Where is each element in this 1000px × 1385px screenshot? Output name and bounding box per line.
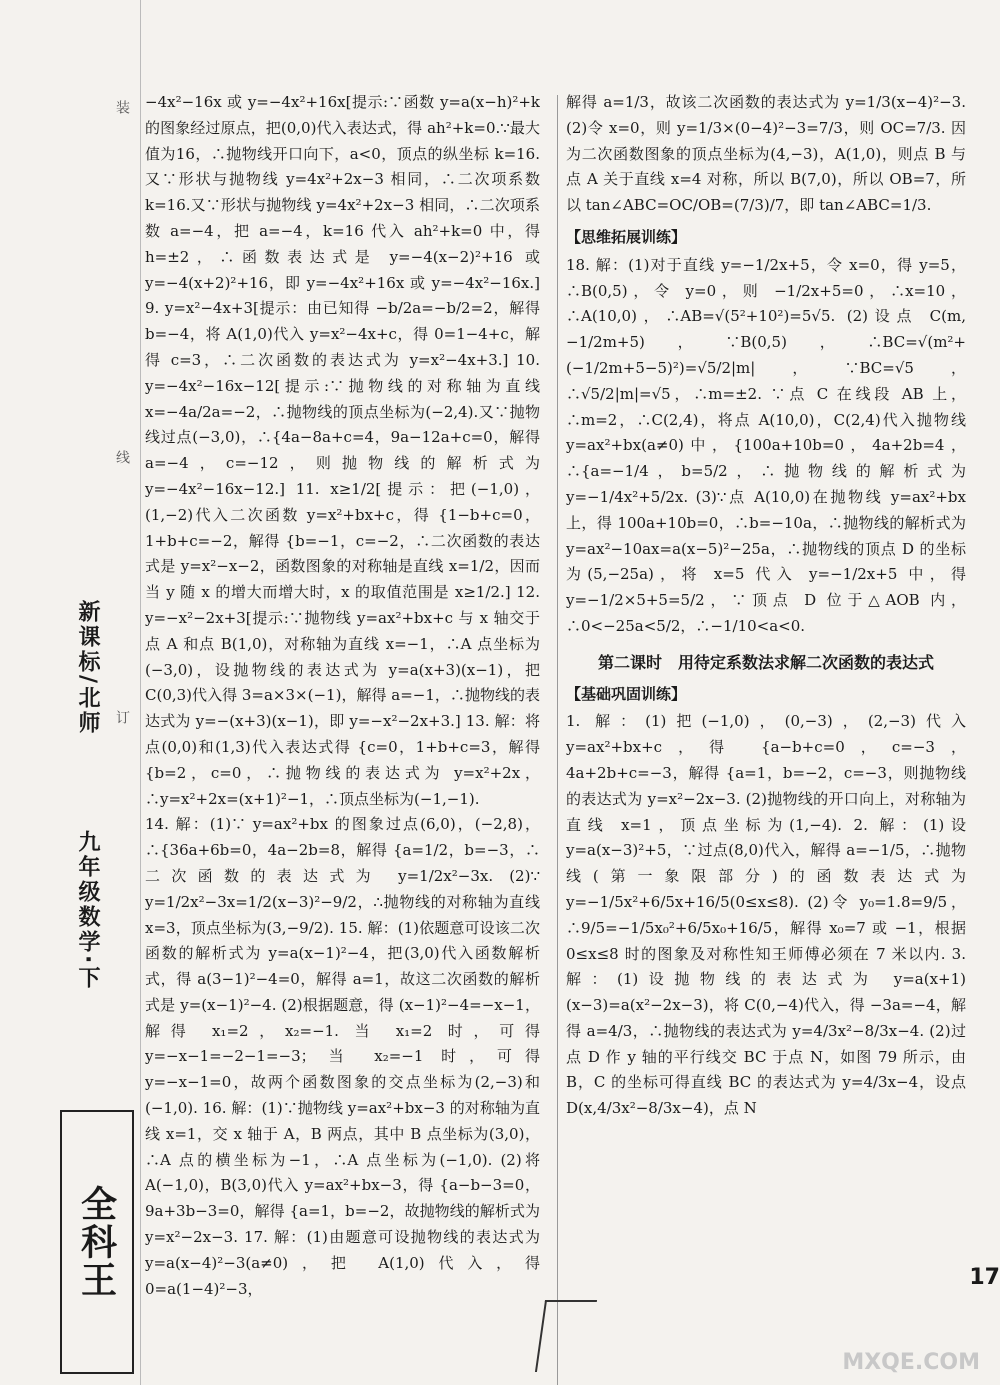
binding-mark-2: 订: [114, 710, 130, 724]
answer-paragraph: 14. 解：(1)∵ y=ax²+bx 的图象过点(6,0)，(−2,8)，∴{36a+6b=0，4a−2b=8，解得 {a=1/2，b=−3，∴二次函数的表达式为 y=1/2x²−3x. (2)∵ y=1/2x²−3x=1/2(x−3)²−9/2，∴抛物线的对称轴为直线 x=3，顶点坐标为(3,−9/2). 15. 解：(1)依题意可设该二次函数的解析式为 y=a(x−1)²−4，把(3,0)代入函数解析式，得 a(3−1)²−4=0，解得 a=1，故这二次函数的解析式是 y=(x−1)²−4. (2)根据题意，得 (x−1)²−4=−x−1，解得 x₁=2，x₂=−1. 当 x₁=2 时，可得 y=−x−1=−2−1=−3；当 x₂=−1 时，可得 y=−x−1=0，故两个函数图象的交点坐标为(2,−3)和(−1,0). 16. 解：(1)∵抛物线 y=ax²+bx−3 的对称轴为直线 x=1，交 x 轴于 A，B 两点，其中 B 点坐标为(3,0)，∴A 点的横坐标为−1，∴A 点坐标为(−1,0). (2)将 A(−1,0)，B(3,0)代入 y=ax²+bx−3，得 {a−b−3=0，9a+3b−3=0，解得 {a=1，b=−2，故抛物线的解析式为 y=x²−2x−3. 17. 解：(1)由题意可设抛物线的表达式为 y=a(x−4)²−3(a≠0)，把 A(1,0)代入，得 0=a(1−4)²−3，: [145, 815, 540, 1298]
handwritten-mark: [535, 1300, 597, 1372]
spine: [0, 0, 141, 1385]
page-number: 17: [969, 1265, 1000, 1290]
answer-paragraph: 18. 解：(1)对于直线 y=−1/2x+5，令 x=0，得 y=5，∴B(0,5)，令 y=0，则 −1/2x+5=0，∴x=10，∴A(10,0)，∴AB=√(5²+10²)=5√5. (2)设点 C(m,−1/2m+5)，∵B(0,5)，∴BC=√(m²+(−1/2m+5−5)²)=√5/2|m|，∵BC=√5，∴√5/2|m|=√5，∴m=±2. ∵点 C 在线段 AB 上，∴m=2，∴C(2,4)，将点 A(10,0)，C(2,4)代入抛物线 y=ax²+bx(a≠0)中，{100a+10b=0，4a+2b=4，∴{a=−1/4，b=5/2，∴抛物线的解析式为 y=−1/4x²+5/2x. (3)∵点 A(10,0)在抛物线 y=ax²+bx 上，得 100a+10b=0，∴b=−10a，∴抛物线的解析式为 y=ax²−10ax=a(x−5)²−25a，∴抛物线的顶点 D 的坐标为(5,−25a)，将 x=5 代入 y=−1/2x+5 中，得 y=−1/2×5+5=5/2，∵顶点 D 位于△AOB 内，∴0<−25a<5/2，∴−1/10<a<0.: [566, 255, 966, 635]
left-column: [145, 90, 540, 1380]
answer-paragraph: 1. 解：(1)把(−1,0)，(0,−3)，(2,−3)代入 y=ax²+bx+c，得 {a−b+c=0，c=−3，4a+2b+c=−3，解得 {a=1，b=−2，c=−3，则抛物线的表达式为 y=x²−2x−3. (2)抛物线的开口向上，对称轴为直线 x=1，顶点坐标为(1,−4). 2. 解：(1)设 y=a(x−3)²+5，∵过点(8,0)代入，解得 a=−1/5，∴抛物线(第一象限部分)的函数表达式为 y=−1/5x²+6/5x+16/5(0≤x≤8). (2)令 y₀=1.8=9/5，∴9/5=−1/5x₀²+6/5x₀+16/5，解得 x₀=7 或 −1，根据 0≤x≤8 时的图象及对称性知王师傅必须在 7 米以内. 3. 解：(1)设抛物线的表达式为 y=a(x+1)(x−3)=a(x²−2x−3)，将 C(0,−4)代入，得 −3a=−4，解得 a=4/3，∴抛物线的表达式为 y=4/3x²−8/3x−4. (2)过点 D 作 y 轴的平行线交 BC 于点 N，如图 79 所示，由 B，C 的坐标可得直线 BC 的表达式为 y=4/3x−4，设点 D(x,4/3x²−8/3x−4)，点 N: [566, 712, 966, 1118]
brand-logo: [60, 1110, 134, 1374]
binding-mark-3: 线: [114, 450, 130, 464]
section-heading: 【基础巩固训练】: [566, 684, 687, 703]
lesson-title: 第二课时 用待定系数法求解二次函数的表达式: [597, 652, 934, 672]
section-heading: 【思维拓展训练】: [566, 227, 687, 246]
right-column: [566, 90, 966, 1380]
watermark: MXQE.COM: [842, 1350, 980, 1375]
answer-paragraph: −4x²−16x 或 y=−4x²+16x[提示:∵函数 y=a(x−h)²+k 的图象经过原点，把(0,0)代入表达式，得 ah²+k=0.∵最大值为16，∴抛物线开口向下，a<0，顶点的纵坐标 k=16.又∵形状与抛物线 y=4x²+2x−3 相同，∴二次项系数 k=16.又∵形状与抛物线 y=4x²+2x−3 相同，∴二次项系数 a=−4，把 a=−4，k=16 代入 ah²+k=0 中，得 h=±2，∴函数表达式是 y=−4(x−2)²+16 或 y=−4(x+2)²+16，即 y=−4x²+16x 或 y=−4x²−16x.] 9. y=x²−4x+3[提示：由已知得 −b/2a=−b/2=2，解得 b=−4，将 A(1,0)代入 y=x²−4x+c，得 0=1−4+c，解得 c=3，∴二次函数的表达式为 y=x²−4x+3.] 10. y=−4x²−16x−12[提示:∵抛物线的对称轴为直线 x=−4a/2a=−2，∴抛物线的顶点坐标为(−2,4).又∵抛物线过点(−3,0)，∴{4a−8a+c=4，9a−12a+c=0，解得 a=−4，c=−12，则抛物线的解析式为 y=−4x²−16x−12.] 11. x≥1/2[提示：把(−1,0)，(1,−2)代入二次函数 y=x²+bx+c，得 {1−b+c=0，1+b+c=−2，解得 {b=−1，c=−2，∴二次函数的表达式是 y=x²−x−2，函数图象的对称轴是直线 x=1/2，因而当 y 随 x 的增大而增大时，x 的取值范围是 x≥1/2.] 12. y=−x²−2x+3[提示:∵抛物线 y=ax²+bx+c 与 x 轴交于点 A 和点 B(1,0)，对称轴为直线 x=−1，∴A 点坐标为(−3,0)，设抛物线的表达式为 y=a(x+3)(x−1)，把 C(0,3)代入得 3=a×3×(−1)，解得 a=−1，∴抛物线的表达式为 y=−(x+3)(x−1)，即 y=−x²−2x+3.] 13. 解：将点(0,0)和(1,3)代入表达式得 {c=0，1+b+c=3，解得 {b=2，c=0，∴抛物线的表达式为 y=x²+2x，∴y=x²+2x=(x+1)²−1，∴顶点坐标为(−1,−1).: [145, 93, 540, 808]
binding-mark-1: 装: [114, 100, 130, 114]
answer-paragraph: 解得 a=1/3，故该二次函数的表达式为 y=1/3(x−4)²−3. (2)令 x=0，则 y=1/3×(0−4)²−3=7/3，则 OC=7/3. 因为二次函数图象的顶点坐标为(4,−3)，A(1,0)，则点 B 与点 A 关于直线 x=4 对称，所以 B(7,0)，所以 OB=7，所以 tan∠ABC=OC/OB=(7/3)/7，即 tan∠ABC=1/3.: [566, 93, 966, 215]
column-divider: [557, 95, 558, 1385]
spine-edition: 新课标/北师: [75, 600, 100, 737]
brand-name: 全科王: [75, 1185, 118, 1299]
spine-grade: 九年级数学·下: [75, 830, 100, 992]
